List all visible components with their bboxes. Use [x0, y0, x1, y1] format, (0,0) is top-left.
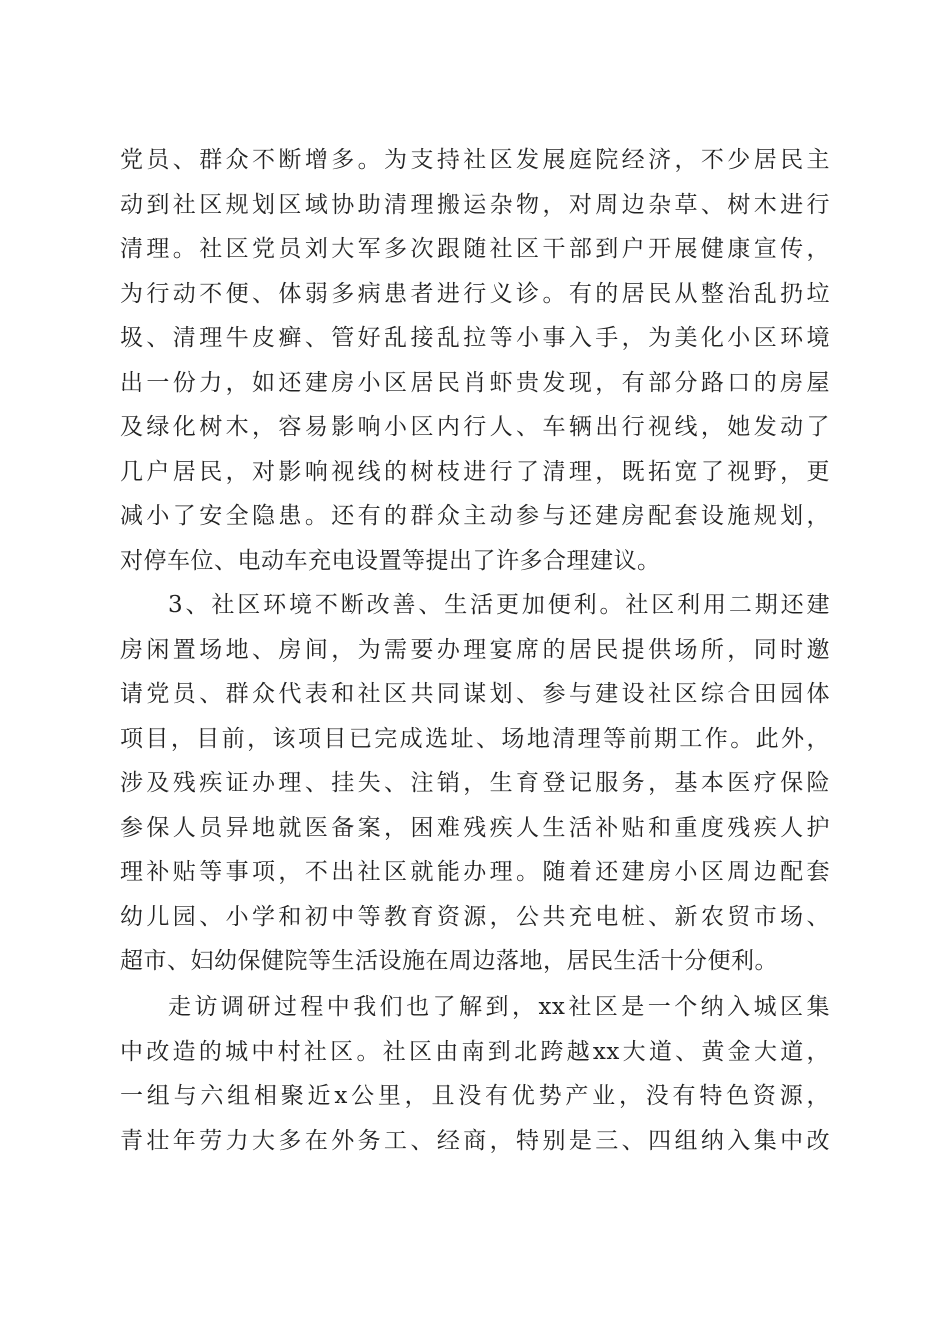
paragraph-line: 圾、清理牛皮癣、管好乱接乱拉等小事入手，为美化小区环境 — [120, 325, 830, 351]
paragraph-line: 减小了安全隐患。还有的群众主动参与还建房配套设施规划， — [120, 503, 830, 529]
paragraph-line: 几户居民，对影响视线的树枝进行了清理，既拓宽了视野，更 — [120, 458, 830, 485]
paragraph-line: 为行动不便、体弱多病患者进行义诊。有的居民从整治乱扔垃 — [120, 280, 830, 307]
paragraph-line: 参保人员异地就医备案，困难残疾人生活补贴和重度残疾人护 — [120, 814, 830, 841]
paragraph-line: 涉及残疾证办理、挂失、注销，生育登记服务，基本医疗保险 — [120, 770, 830, 796]
paragraph-3 — [120, 985, 830, 1163]
paragraph-line: 一组与六组相聚近x公里，且没有优势产业，没有特色资源， — [120, 1083, 830, 1109]
paragraph-2 — [120, 583, 830, 984]
paragraph-line: 对停车位、电动车充电设置等提出了许多合理建议。 — [120, 547, 661, 574]
paragraph-line: 走访调研过程中我们也了解到，xx社区是一个纳入城区集 — [168, 994, 830, 1020]
paragraph-line: 党员、群众不断增多。为支持社区发展庭院经济，不少居民主 — [120, 147, 830, 173]
paragraph-line: 中改造的城中村社区。社区由南到北跨越xx大道、黄金大道， — [120, 1038, 830, 1065]
paragraph-line: 理补贴等事项，不出社区就能办理。随着还建房小区周边配套 — [120, 859, 830, 885]
paragraph-line: 超市、妇幼保健院等生活设施在周边落地，居民生活十分便利。 — [120, 948, 778, 974]
paragraph-line: 请党员、群众代表和社区共同谋划、参与建设社区综合田园体 — [120, 681, 830, 707]
paragraph-line: 幼儿园、小学和初中等教育资源，公共充电桩、新农贸市场、 — [120, 903, 830, 930]
paragraph-line: 动到社区规划区域协助清理搬运杂物，对周边杂草、树木进行 — [120, 191, 830, 218]
paragraph-line: 清理。社区党员刘大军多次跟随社区干部到户开展健康宣传， — [120, 236, 830, 262]
paragraph-line: 房闲置场地、房间，为需要办理宴席的居民提供场所，同时邀 — [120, 636, 830, 663]
paragraph-line: 出一份力，如还建房小区居民肖虾贵发现，有部分路口的房屋 — [120, 369, 830, 396]
paragraph-line: 3、社区环境不断改善、生活更加便利。社区利用二期还建 — [168, 592, 830, 618]
paragraph-line: 项目，目前，该项目已完成选址、场地清理等前期工作。此外， — [120, 725, 830, 752]
paragraph-line: 及绿化树木，容易影响小区内行人、车辆出行视线，她发动了 — [120, 414, 830, 440]
paragraph-line: 青壮年劳力大多在外务工、经商，特别是三、四组纳入集中改 — [120, 1127, 830, 1154]
paragraph-1 — [120, 138, 830, 583]
